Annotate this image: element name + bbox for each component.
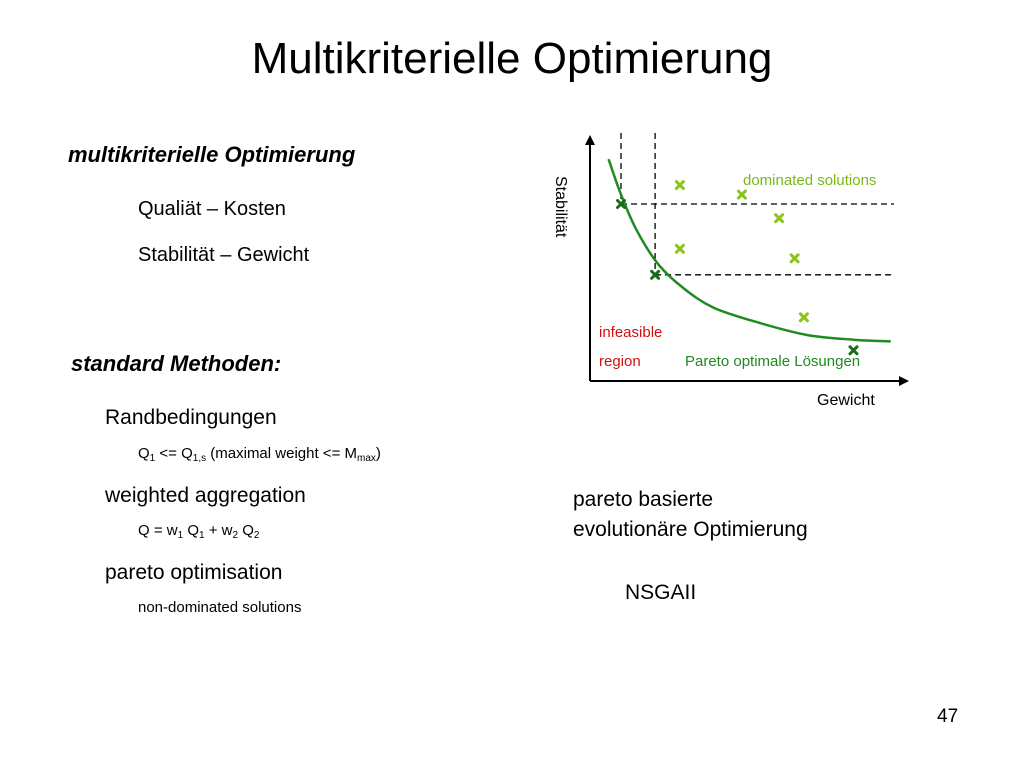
chart-label-region: region: [599, 353, 641, 370]
dominated-point-5: [791, 255, 798, 262]
dominated-point-4: [676, 245, 683, 252]
method-pareto-label: pareto optimisation: [105, 561, 283, 584]
pareto-sub: non-dominated solutions: [138, 599, 302, 616]
dominated-point-1: [676, 182, 683, 189]
dominated-point-6: [800, 314, 807, 321]
chart-xlabel: Gewicht: [817, 392, 875, 409]
dominated-point-2: [738, 191, 745, 198]
pareto-evolution-line2: evolutionäre Optimierung: [573, 518, 808, 541]
heading-multikriterielle: multikriterielle Optimierung: [68, 142, 356, 167]
chart-label-pareto: Pareto optimale Lösungen: [685, 353, 861, 370]
constraint-formula: $Q_1 <= Q_{1,s}$ (maximal weight <= $M_{max}$): [138, 445, 381, 464]
heading-standard-methods: standard Methoden:: [71, 351, 282, 376]
slide-title: Multikriterielle Optimierung: [251, 34, 773, 83]
chart-label-dominated: dominated solutions: [743, 172, 877, 189]
method-constraints-label: Randbedingungen: [105, 406, 277, 429]
nsgaii-label: NSGAII: [625, 581, 697, 604]
page-number: 47: [937, 706, 959, 727]
chart-label-infeasible: infeasible: [599, 324, 663, 341]
weighted-formula: $Q = w_1$ $Q_1 + w_2$ $Q_2$: [138, 522, 260, 541]
pair-quality-cost: Qualiät – Kosten: [138, 198, 286, 220]
pareto-evolution-line1: pareto basierte: [573, 488, 714, 511]
method-weighted-label: weighted aggregation: [105, 484, 306, 507]
dominated-point-3: [776, 215, 783, 222]
chart-ylabel: Stabilität: [552, 176, 569, 238]
pair-stability-weight: Stabilität – Gewicht: [138, 244, 310, 266]
